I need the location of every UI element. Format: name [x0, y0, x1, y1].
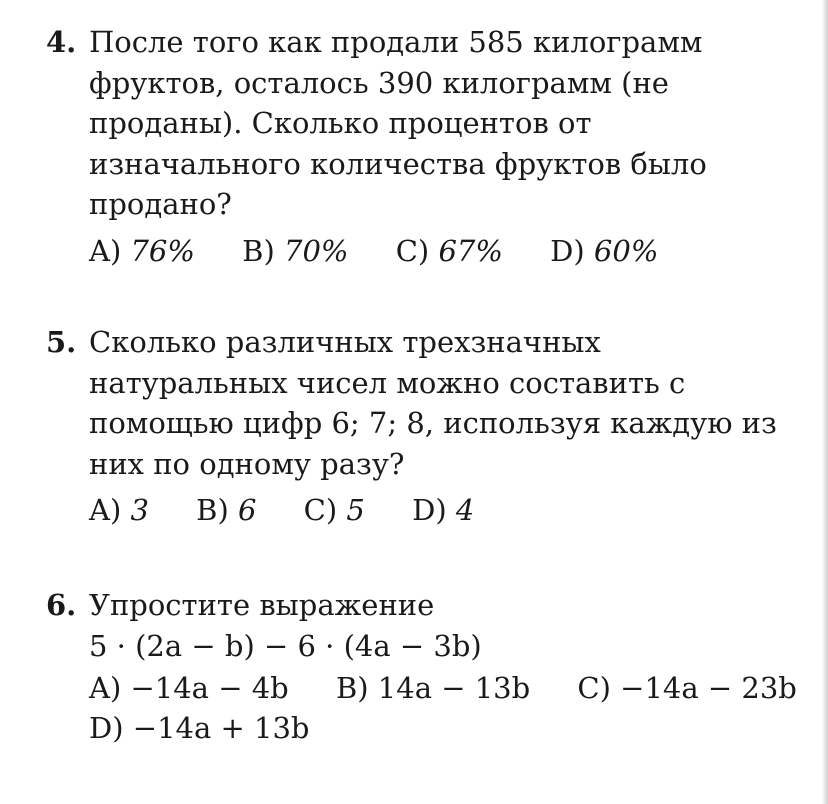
answer-options	[89, 668, 797, 708]
problem-5	[46, 322, 777, 530]
problem-4	[46, 22, 766, 271]
option-label: C)	[303, 493, 338, 527]
option-value: 67%	[438, 233, 503, 268]
problem-text-line: помощью цифр 6; 7; 8, используя каждую из	[89, 406, 777, 440]
expression: 5 · (2a − b) − 6 · (4a − 3b)	[89, 628, 482, 663]
option-label: C)	[577, 671, 611, 705]
problem-text	[89, 22, 766, 225]
option-value: −14a − 23b	[620, 671, 797, 705]
answer-option-b[interactable]	[196, 490, 256, 530]
answer-option-d[interactable]	[550, 231, 658, 271]
problem-text	[89, 322, 777, 484]
answer-options	[89, 231, 766, 271]
option-value: 3	[130, 493, 149, 527]
problem-number: 5.	[46, 325, 77, 359]
problem-text-line: Сколько различных трехзначных	[89, 325, 601, 359]
problem-text-line: продано?	[89, 187, 232, 221]
answer-option-a[interactable]	[89, 231, 195, 271]
option-value: −14a − 4b	[130, 671, 289, 705]
answer-option-c[interactable]	[577, 668, 796, 708]
option-value: 60%	[593, 233, 659, 268]
problem-text-line: натуральных чисел можно составить с	[89, 365, 686, 400]
problem-text-line: изначального количества фруктов было	[89, 146, 707, 181]
option-label: B)	[196, 493, 229, 527]
answer-option-b[interactable]	[336, 668, 530, 708]
answer-option-c[interactable]	[396, 231, 503, 271]
answer-option-b[interactable]	[242, 231, 348, 271]
option-label: D)	[89, 711, 124, 745]
answer-option-d[interactable]	[89, 708, 310, 748]
problem-text-line: них по одному разу?	[89, 446, 405, 481]
option-label: D)	[412, 493, 447, 527]
answer-options	[89, 490, 766, 530]
page-edge-shadow	[822, 0, 828, 804]
option-value: −14a + 13b	[132, 711, 310, 745]
answer-option-a[interactable]	[89, 668, 289, 708]
option-value: 14a − 13b	[377, 671, 531, 705]
problem-text-line: проданы). Сколько процентов от	[89, 106, 592, 140]
answer-option-a[interactable]	[89, 490, 149, 530]
option-value: 5	[346, 493, 365, 527]
answer-option-c[interactable]	[304, 490, 365, 530]
option-label: A)	[89, 671, 122, 705]
answer-option-d[interactable]	[412, 490, 474, 530]
problem-number: 6.	[46, 588, 77, 622]
problem-text-line: Упростите выражение	[89, 588, 435, 622]
option-value: 70%	[284, 233, 349, 268]
option-label: C)	[395, 233, 430, 268]
option-value: 6	[238, 493, 257, 527]
problem-text-line: После того как продали 585 килограмм	[89, 25, 703, 59]
option-label: D)	[550, 233, 585, 268]
problem-text	[89, 585, 766, 666]
problem-text-line: фруктов, осталось 390 килограмм (не	[89, 65, 669, 100]
option-label: B)	[242, 233, 275, 268]
option-label: A)	[89, 493, 122, 527]
option-label: B)	[335, 671, 369, 705]
option-label: A)	[89, 233, 122, 268]
problem-6	[46, 585, 797, 748]
problem-number: 4.	[46, 25, 77, 59]
answer-options-row-2	[89, 708, 766, 748]
option-value: 4	[455, 493, 475, 527]
option-value: 76%	[130, 233, 195, 268]
